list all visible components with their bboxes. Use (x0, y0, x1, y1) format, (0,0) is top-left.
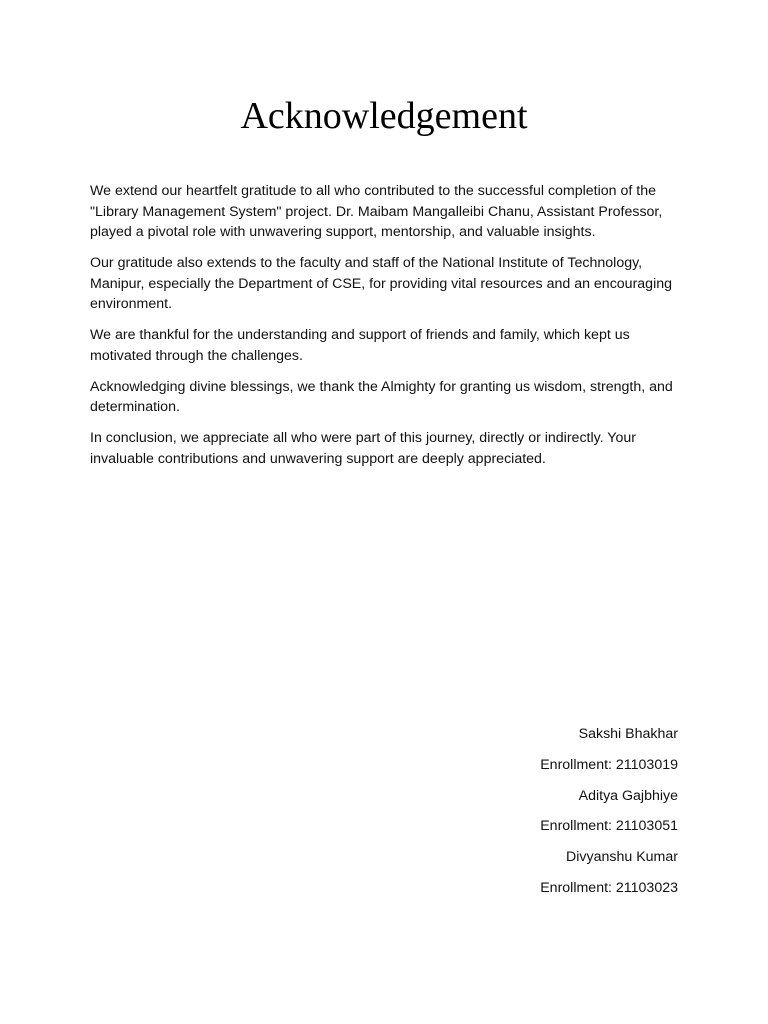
paragraph: We extend our heartfelt gratitude to all who contributed to the successful completion of the "Library Management System" project. Dr. Maibam Mangalleibi Chanu, Assistant Professor, played a pivotal role with unwavering support, mentorship, and valuable insights. (90, 183, 663, 241)
acknowledgement-body (90, 181, 682, 480)
signatures-block (378, 724, 678, 909)
page-title: Acknowledgement (240, 95, 528, 137)
paragraph: Our gratitude also extends to the faculty and staff of the National Institute of Technology, Manipur, especially the Department of CSE, for providing vital resources and an encouraging environment. (90, 255, 673, 313)
signatory-enrollment: Enrollment: 21103051 (540, 818, 678, 835)
signatory-name: Sakshi Bhakhar (578, 726, 678, 742)
signatory-enrollment: Enrollment: 21103023 (540, 879, 678, 896)
signatory-name: Divyanshu Kumar (566, 849, 678, 866)
signatory-enrollment: Enrollment: 21103019 (540, 756, 678, 773)
paragraph: In conclusion, we appreciate all who were part of this journey, directly or indirectly. Your invaluable contributions and unwavering support are deeply appreciated. (90, 430, 636, 467)
signatory-name: Aditya Gajbhiye (578, 787, 678, 804)
paragraph: Acknowledging divine blessings, we thank the Almighty for granting us wisdom, strength, and determination. (90, 378, 673, 416)
paragraph: We are thankful for the understanding and support of friends and family, which kept us motivated through the challenges. (90, 327, 630, 364)
